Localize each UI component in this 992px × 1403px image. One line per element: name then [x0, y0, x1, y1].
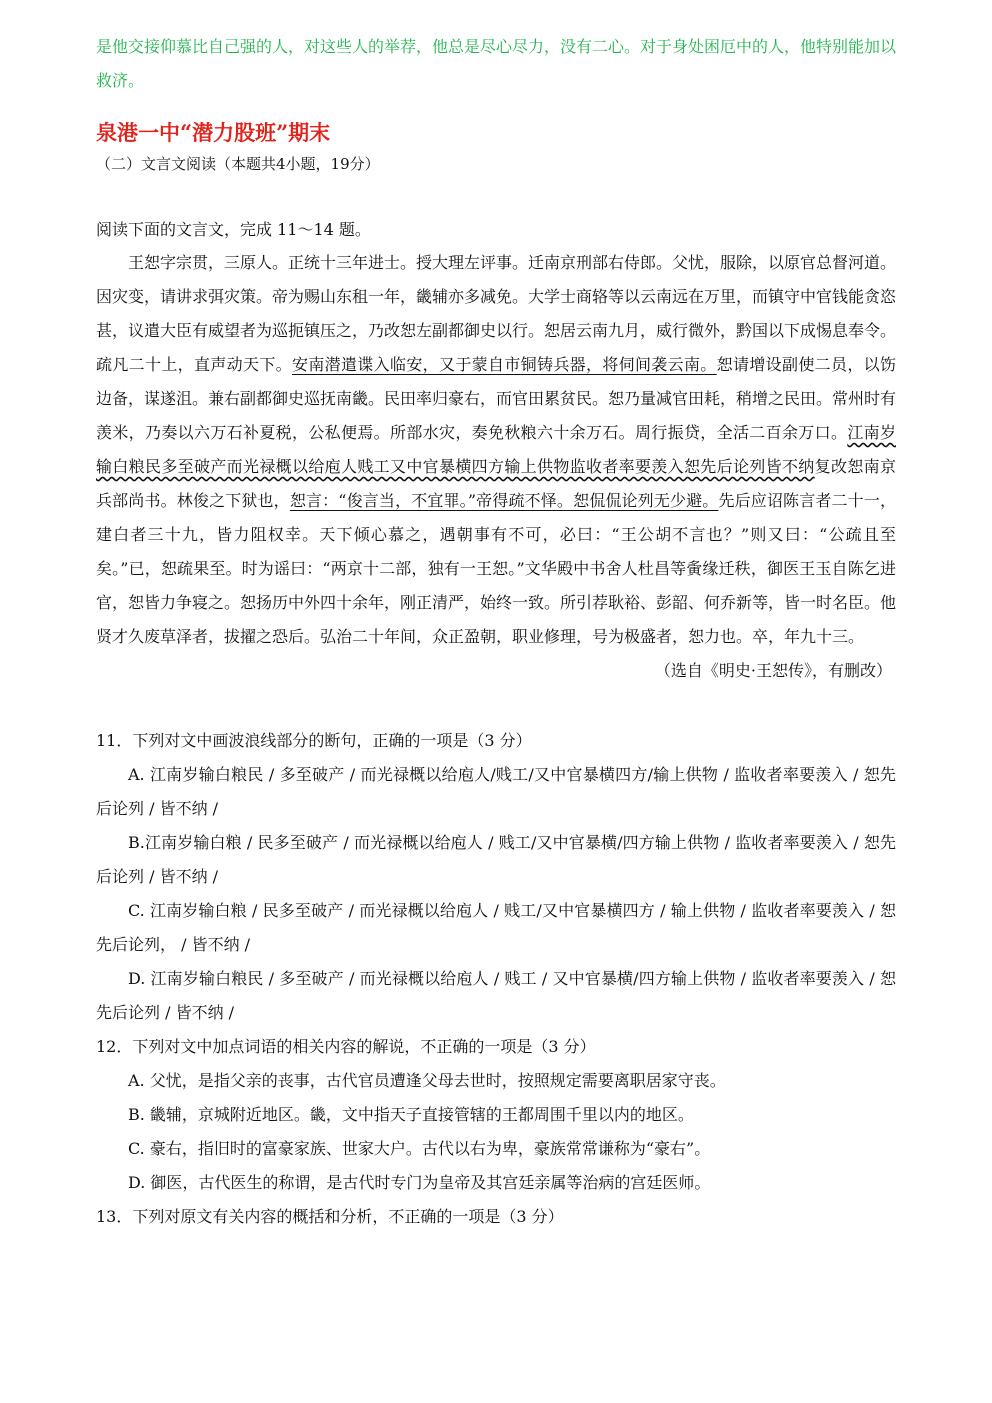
passage-text: 复改恕南京兵部尚书。林俊之下狱也，	[96, 457, 896, 510]
underlined-sentence-2: 恕言：“俊言当，不宜罪。”帝得疏不怿。恕侃侃论列无少避。	[289, 491, 719, 510]
question-12-option-b: B. 畿辅，京城附近地区。畿，文中指天子直接管辖的王都周围千里以内的地区。	[128, 1105, 694, 1124]
question-13-stem: 13．下列对原文有关内容的概括和分析，不正确的一项是（3 分）	[96, 1207, 564, 1226]
passage-text: 先后应诏陈言者二十一，建白者三十九，皆力阻权幸。天下倾心慕之，遇朝事有不可，必曰：“王公胡不言也？”则又曰：“公疏且至矣。”已，恕疏果至。时为谣曰：“两京十二部，独有一王恕。”文华殿中书舍人杜昌等夤缘迁秩，御医王玉自陈乞进官，恕皆力争寝之。恕扬历中外四十余年，刚正清严，始终一致。所引荐耿裕、彭韶、何乔新等，皆一时名臣。他贤才久废草泽者，拔擢之恐后。弘治二十年间，众正盈朝，职业修理，号为极盛者，恕力也。卒，年九十三。	[96, 491, 897, 646]
passage-source: （选自《明史·王恕传》，有删改）	[654, 661, 892, 680]
question-12-option-a: A. 父忧，是指父亲的丧事，古代官员遭逢父母去世时，按照规定需要离职居家守丧。	[128, 1071, 726, 1090]
question-12-stem: 12．下列对文中加点词语的相关内容的解说，不正确的一项是（3 分）	[96, 1037, 596, 1056]
question-11-stem: 11．下列对文中画波浪线部分的断句，正确的一项是（3 分）	[96, 731, 532, 750]
question-11-option-d: D. 江南岁输白粮民 / 多至破产 / 而光禄概以给庖人 / 贱工 / 又中官暴横/四方输上供物 / 监收者率要羡入 / 恕先后论列 / 皆不纳 /	[96, 969, 896, 1022]
classical-passage	[96, 246, 896, 654]
question-11-option-a: A. 江南岁输白粮民 / 多至破产 / 而光禄概以给庖人/贱工/又中官暴横四方/输上供物 / 监收者率要羡入 / 恕先后论列 / 皆不纳 /	[96, 765, 896, 818]
wavy-underlined-section: 江南岁输白粮民多至破产而光禄概以给庖人贱工又中官暴横四方输上供物监收者率要羡入恕先后论列皆不纳	[96, 423, 896, 476]
underlined-sentence-1: 安南潜遣谍入临安，又于蒙自市铜铸兵器，将伺间袭云南。	[292, 355, 717, 374]
question-11-option-b: B.江南岁输白粮 / 民多至破产 / 而光禄概以给庖人 / 贱工/又中官暴横/四方输上供物 / 监收者率要羡入 / 恕先后论列 / 皆不纳 /	[96, 833, 896, 886]
previous-answer-text: 是他交接仰慕比自己强的人，对这些人的举荐，他总是尽心尽力，没有二心。对于身处困厄中的人，他特别能加以救济。	[96, 37, 897, 90]
question-12-option-d: D. 御医，古代医生的称谓，是古代时专门为皇帝及其宫廷亲属等治病的宫廷医师。	[128, 1173, 711, 1192]
question-11-option-c: C. 江南岁输白粮 / 民多至破产 / 而光禄概以给庖人 / 贱工/又中官暴横四方 / 输上供物 / 监收者率要羡入 / 恕先后论列， / 皆不纳 /	[96, 901, 896, 954]
section-heading: （二）文言文阅读（本题共4小题，19分）	[96, 155, 380, 173]
question-12-option-c: C. 豪右，指旧时的富豪家族、世家大户。古代以右为卑，豪族常常谦称为“豪右”。	[128, 1139, 711, 1158]
passage-text: 王恕字宗贯，三原人。正统十三年进士。授大理左评事。迁南京刑部右侍郎。父忧，服除，以原官总督河道。因灾变，请讲求弭灾策。帝为赐山东租一年，畿辅亦多减免。大学士商辂等以云南远在万里，而镇守中官钱能贪恣甚，议遣大臣有威望者为巡扼镇压之，乃改恕左副都御史以行。恕居云南九月，威行微外，黔国以下成惕息奉令。疏凡二十上，直声动天下。	[96, 253, 897, 374]
exam-title: 泉港一中“潜力股班”期末	[96, 120, 331, 145]
reading-instruction: 阅读下面的文言文，完成 11～14 题。	[96, 220, 371, 239]
passage-text: 恕请增设副使二员，以饬边备，谋遂沮。兼右副都御史巡抚南畿。民田率归豪右，而官田累贫民。恕乃量减官田耗，稍增之民田。常州时有羡米，乃奏以六万石补夏税，公私便焉。所部水灾，奏免秋粮六十余万石。周行振贷，全活二百余万口。	[96, 355, 897, 442]
